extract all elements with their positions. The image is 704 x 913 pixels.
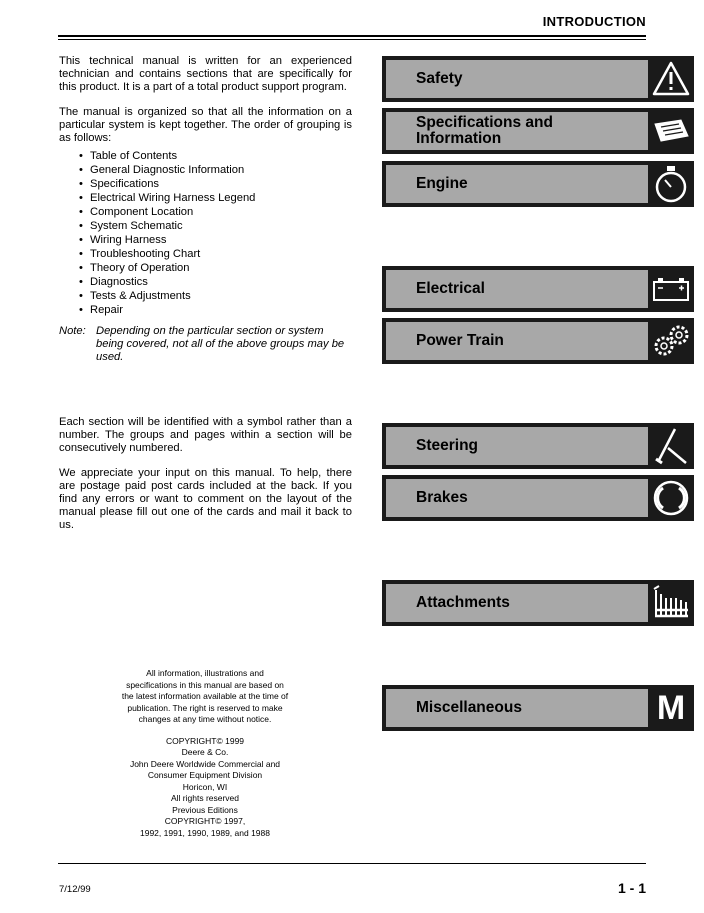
grouping-list [79, 149, 352, 317]
list-item: • Tests & Adjustments [79, 289, 352, 303]
section-tab-engine[interactable] [382, 161, 694, 207]
section-tab-label: Power Train [416, 332, 504, 349]
gears-icon [650, 320, 692, 362]
copyright-line: COPYRIGHT© 1999 [165, 735, 245, 746]
section-tab-label: Brakes [416, 489, 468, 506]
note [59, 325, 352, 364]
section-tab-label: Miscellaneous [416, 699, 522, 716]
header-rule-bottom [58, 39, 646, 40]
section-tab-label: Safety [416, 70, 463, 87]
copyright-line: All rights reserved [170, 793, 240, 803]
copyright-line: Previous Editions [172, 804, 238, 815]
section-tab-label: Attachments [416, 594, 510, 611]
list-item: • Specifications [79, 177, 352, 191]
list-item: • Diagnostics [79, 275, 352, 289]
disclaimer-line: the latest information available at the time of [121, 691, 289, 701]
section-tab-electrical[interactable] [382, 266, 694, 312]
list-item: • Electrical Wiring Harness Legend [79, 191, 352, 205]
section-tab-label: Specifications and Information [416, 114, 553, 147]
note-label: Note: [59, 325, 86, 337]
intro-column [59, 55, 352, 364]
stopwatch-icon [650, 163, 692, 205]
section-tab-power-train[interactable] [382, 318, 694, 364]
brake-drum-icon [650, 477, 692, 519]
page-header-title: INTRODUCTION [542, 14, 646, 29]
battery-icon [650, 268, 692, 310]
steering-icon [650, 425, 692, 467]
list-item: • Table of Contents [79, 149, 352, 163]
list-item: • Troubleshooting Chart [79, 247, 352, 261]
intro-paragraph-3: Each section will be identified with a symbol rather than a number. The groups and pages within a section will be consecutively numbered. [59, 416, 352, 454]
page-number: 1 - 1 [617, 880, 646, 896]
copyright-line: Deere & Co. [181, 747, 229, 757]
attachment-comb-icon [650, 582, 692, 624]
section-tab-label: Engine [416, 175, 468, 192]
letter-m-glyph: M [656, 689, 686, 727]
disclaimer-line: changes at any time without notice. [138, 714, 272, 724]
list-item: • Repair [79, 303, 352, 317]
disclaimer-line: specifications in this manual are based on [126, 679, 284, 690]
list-item: • General Diagnostic Information [79, 163, 352, 177]
section-tab-safety[interactable] [382, 56, 694, 102]
copyright-block [105, 668, 305, 839]
disclaimer-line: All information, illustrations and [146, 668, 264, 678]
copyright-line: COPYRIGHT© 1997, [164, 816, 246, 826]
spec-card-icon [650, 110, 692, 152]
intro-paragraph-1: This technical manual is written for an experienced technician and contains sections that are specifically for this product. It is a part of a total product support program. [59, 55, 352, 93]
section-tab-label: Electrical [416, 280, 485, 297]
list-item: • Wiring Harness [79, 233, 352, 247]
letter-m-icon [650, 687, 692, 729]
footer-rule [58, 863, 646, 864]
copyright-line: Horicon, WI [182, 781, 228, 792]
section-tab-miscellaneous[interactable] [382, 685, 694, 731]
footer-date: 7/12/99 [59, 884, 91, 895]
warning-triangle-icon [650, 58, 692, 100]
header-rule-top [58, 35, 646, 37]
note-text: Depending on the particular section or system being covered, not all of the above groups may be used. [96, 325, 345, 363]
section-tab-specifications[interactable] [382, 108, 694, 154]
disclaimer-line: publication. The right is reserved to make [127, 702, 283, 713]
copyright-line: Consumer Equipment Division [147, 770, 263, 780]
copyright-line: 1992, 1991, 1990, 1989, and 1988 [140, 827, 270, 838]
section-tab-steering[interactable] [382, 423, 694, 469]
section-tab-attachments[interactable] [382, 580, 694, 626]
intro-paragraph-2: The manual is organized so that all the information on a particular system is kept together. The order of grouping is as follows: [59, 106, 352, 144]
list-item: • Theory of Operation [79, 261, 352, 275]
section-tab-brakes[interactable] [382, 475, 694, 521]
copyright-line: John Deere Worldwide Commercial and [129, 758, 281, 769]
section-tab-label: Steering [416, 437, 479, 454]
list-item: • Component Location [79, 205, 352, 219]
intro-paragraph-4: We appreciate your input on this manual. To help, there are postage paid post cards included at the back. If you find any errors or want to comment on the layout of the manual please fill out one of the cards and mail it back to us. [59, 467, 352, 531]
list-item: • System Schematic [79, 219, 352, 233]
